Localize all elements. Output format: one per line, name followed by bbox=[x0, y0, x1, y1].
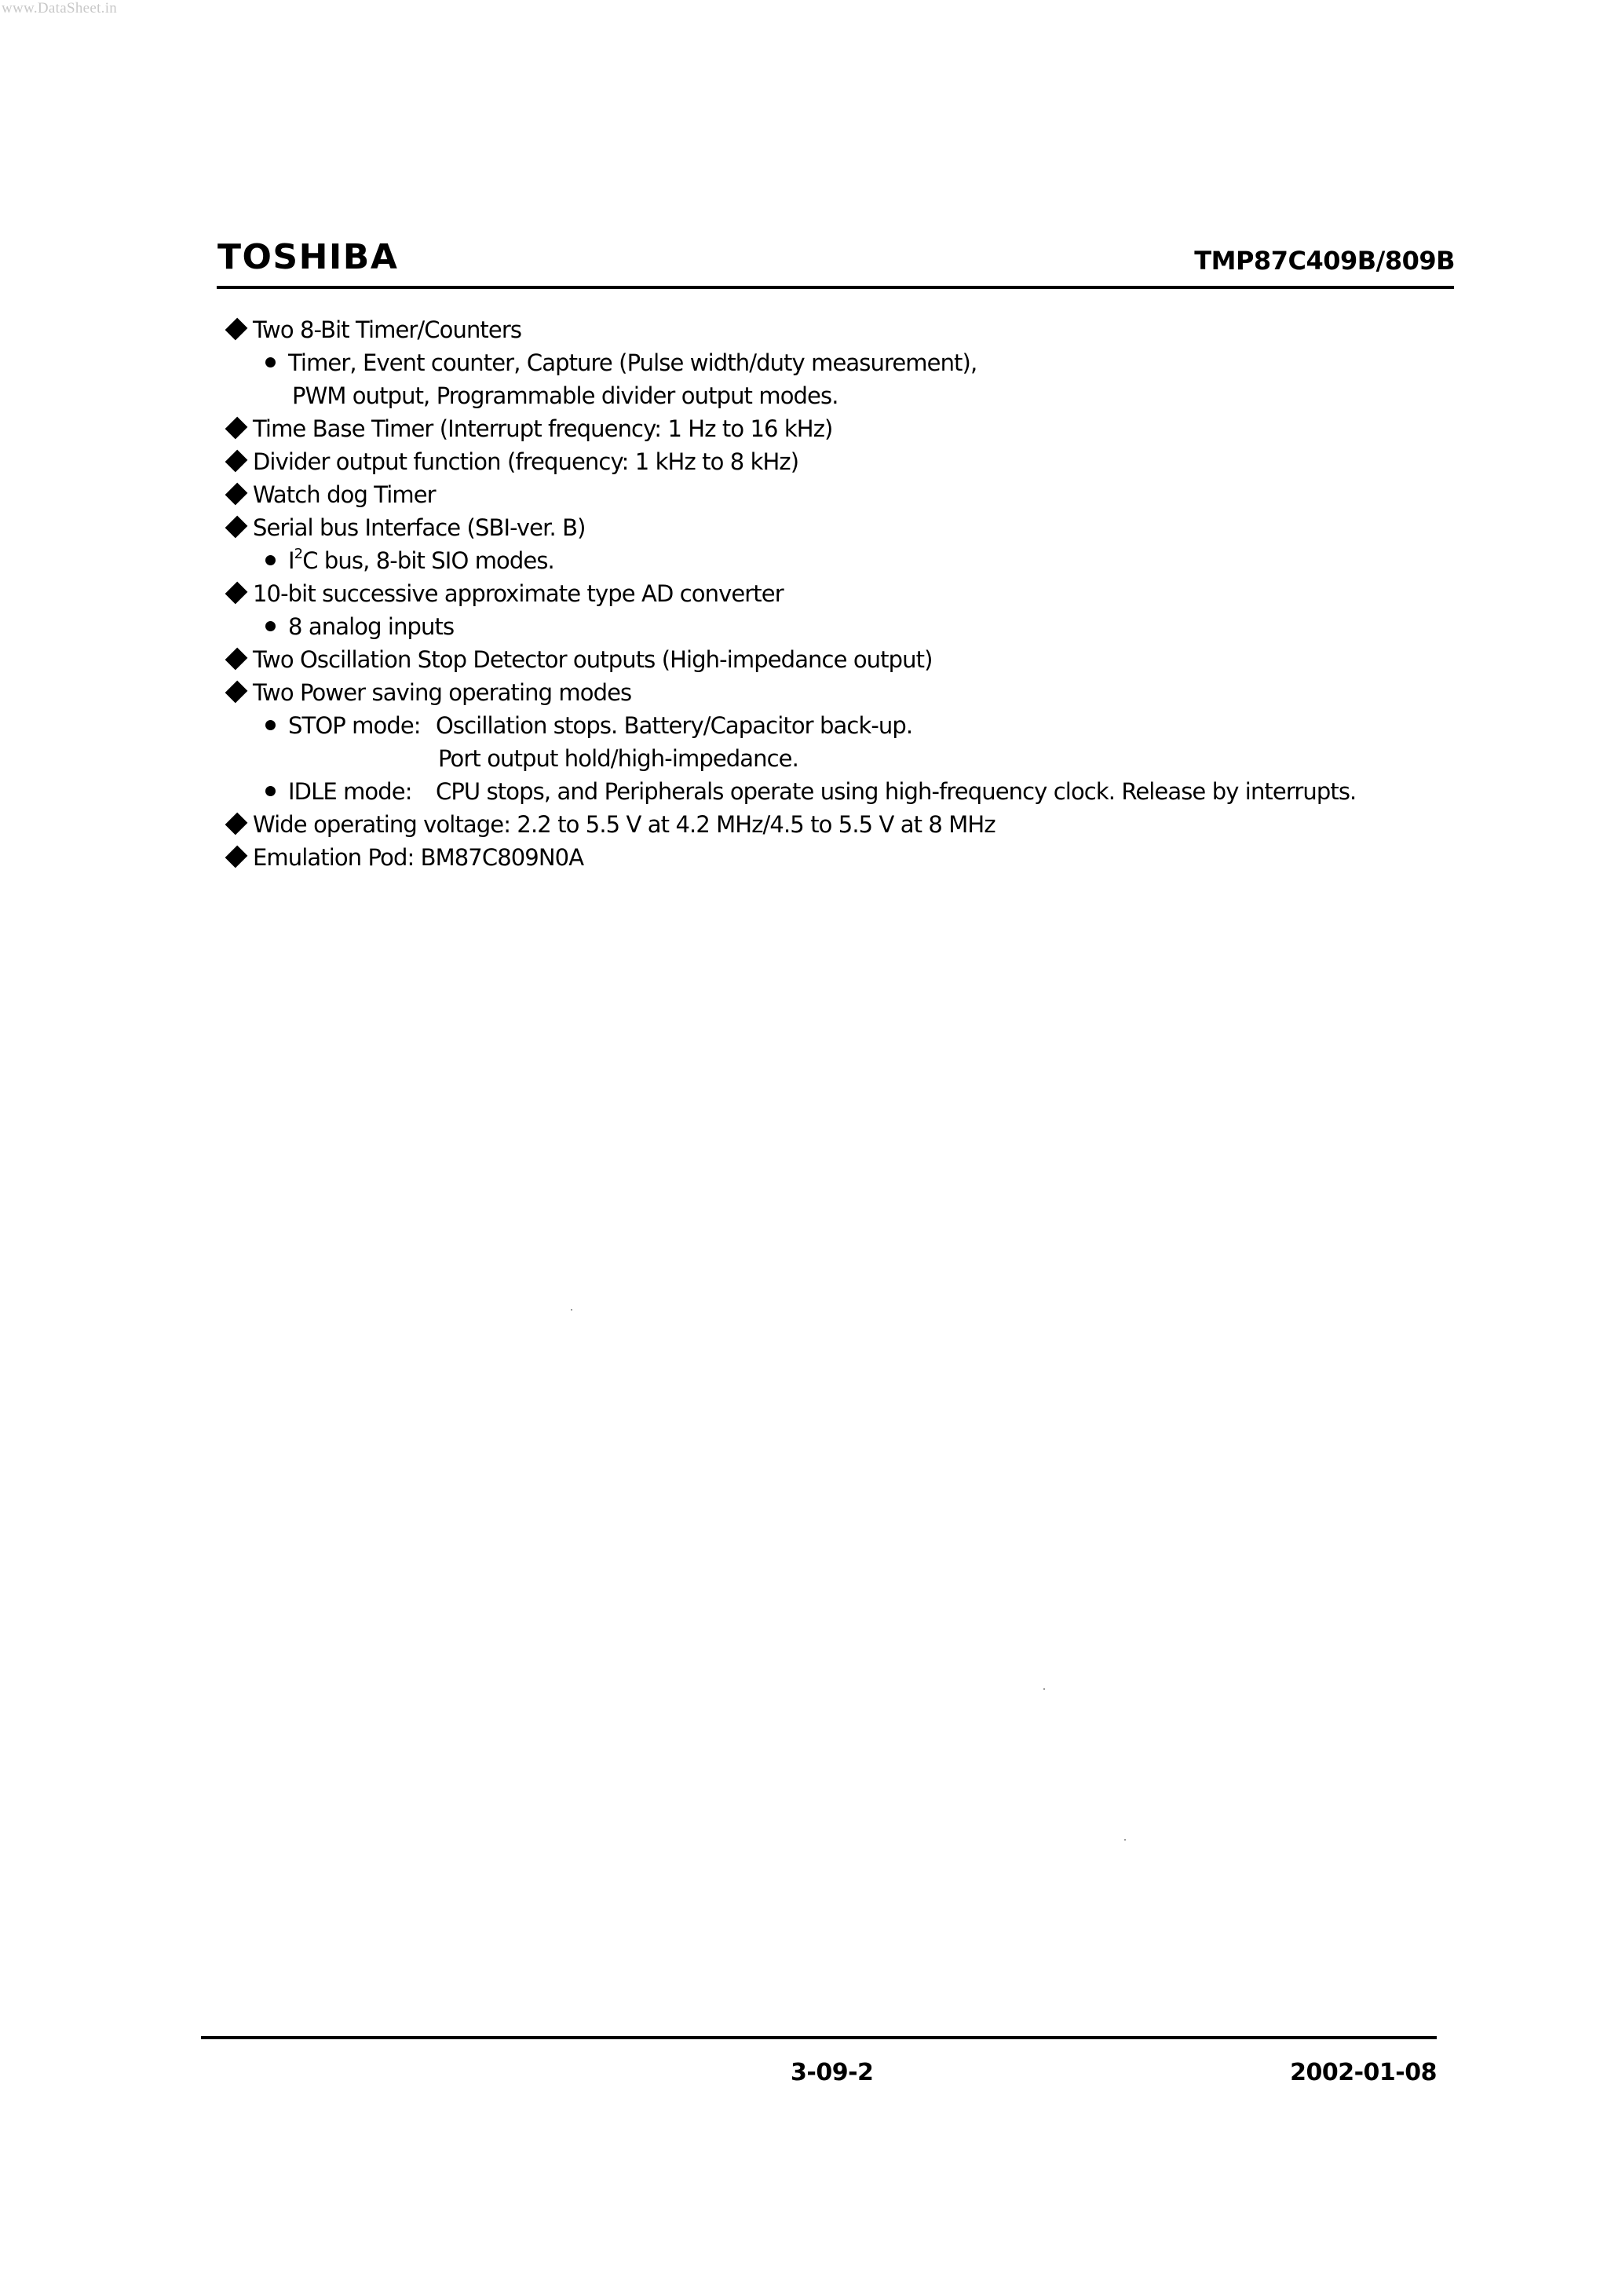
feature-item: Two Power saving operating modes bbox=[228, 676, 631, 709]
diamond-bullet-icon bbox=[225, 813, 248, 835]
feature-subitem: $I^2C$ bus, 8-bit SIO modes. bbox=[265, 544, 554, 577]
dot-bullet-icon bbox=[265, 621, 276, 631]
feature-item: Two 8-Bit Timer/Counters bbox=[228, 313, 521, 346]
dot-bullet-icon bbox=[265, 357, 276, 367]
document-date: 2002-01-08 bbox=[1290, 2059, 1437, 2086]
diamond-bullet-icon bbox=[225, 318, 248, 341]
feature-subitem: Timer, Event counter, Capture (Pulse width/duty measurement), bbox=[265, 346, 977, 379]
header-rule bbox=[217, 286, 1454, 289]
diamond-bullet-icon bbox=[225, 582, 248, 605]
diamond-bullet-icon bbox=[225, 681, 248, 704]
part-number: TMP87C409B/809B bbox=[1194, 246, 1455, 276]
diamond-bullet-icon bbox=[225, 450, 248, 473]
brand-logo: TOSHIBA bbox=[217, 237, 399, 277]
diamond-bullet-icon bbox=[225, 846, 248, 868]
mode-label: IDLE mode: bbox=[288, 778, 412, 805]
feature-item: Serial bus Interface (SBI-ver. B) bbox=[228, 511, 586, 544]
feature-item: Two Oscillation Stop Detector outputs (High-impedance output) bbox=[228, 643, 933, 676]
feature-item: Emulation Pod: BM87C809N0A bbox=[228, 841, 583, 874]
footer-rule bbox=[201, 2036, 1437, 2039]
scan-speck bbox=[1124, 1839, 1126, 1841]
feature-subitem-continuation: PWM output, Programmable divider output modes. bbox=[292, 382, 838, 409]
diamond-bullet-icon bbox=[225, 516, 248, 539]
watermark: www.DataSheet.in bbox=[2, 0, 118, 16]
dot-bullet-icon bbox=[265, 720, 276, 730]
feature-item: Divider output function (frequency: 1 kHz to 8 kHz) bbox=[228, 445, 798, 478]
feature-subitem: 8 analog inputs bbox=[265, 610, 454, 643]
diamond-bullet-icon bbox=[225, 417, 248, 440]
feature-item: 10-bit successive approximate type AD converter bbox=[228, 577, 784, 610]
feature-subitem: STOP mode: Oscillation stops. Battery/Capacitor back-up. bbox=[265, 709, 912, 742]
page-number: 3-09-2 bbox=[791, 2059, 874, 2086]
dot-bullet-icon bbox=[265, 555, 276, 565]
diamond-bullet-icon bbox=[225, 648, 248, 671]
feature-item: Time Base Timer (Interrupt frequency: 1 Hz to 16 kHz) bbox=[228, 412, 832, 445]
scan-speck bbox=[571, 1309, 572, 1311]
scan-speck bbox=[1043, 1688, 1045, 1690]
dot-bullet-icon bbox=[265, 786, 276, 796]
feature-item: Wide operating voltage: 2.2 to 5.5 V at 4.2 MHz/4.5 to 5.5 V at 8 MHz bbox=[228, 808, 995, 841]
feature-item: Watch dog Timer bbox=[228, 478, 436, 511]
diamond-bullet-icon bbox=[225, 483, 248, 506]
feature-subitem-continuation: Port output hold/high-impedance. bbox=[438, 745, 798, 772]
feature-subitem: IDLE mode: CPU stops, and Peripherals operate using high-frequency clock. Release by interrupts. bbox=[265, 775, 1356, 808]
mode-label: STOP mode: bbox=[288, 712, 421, 739]
